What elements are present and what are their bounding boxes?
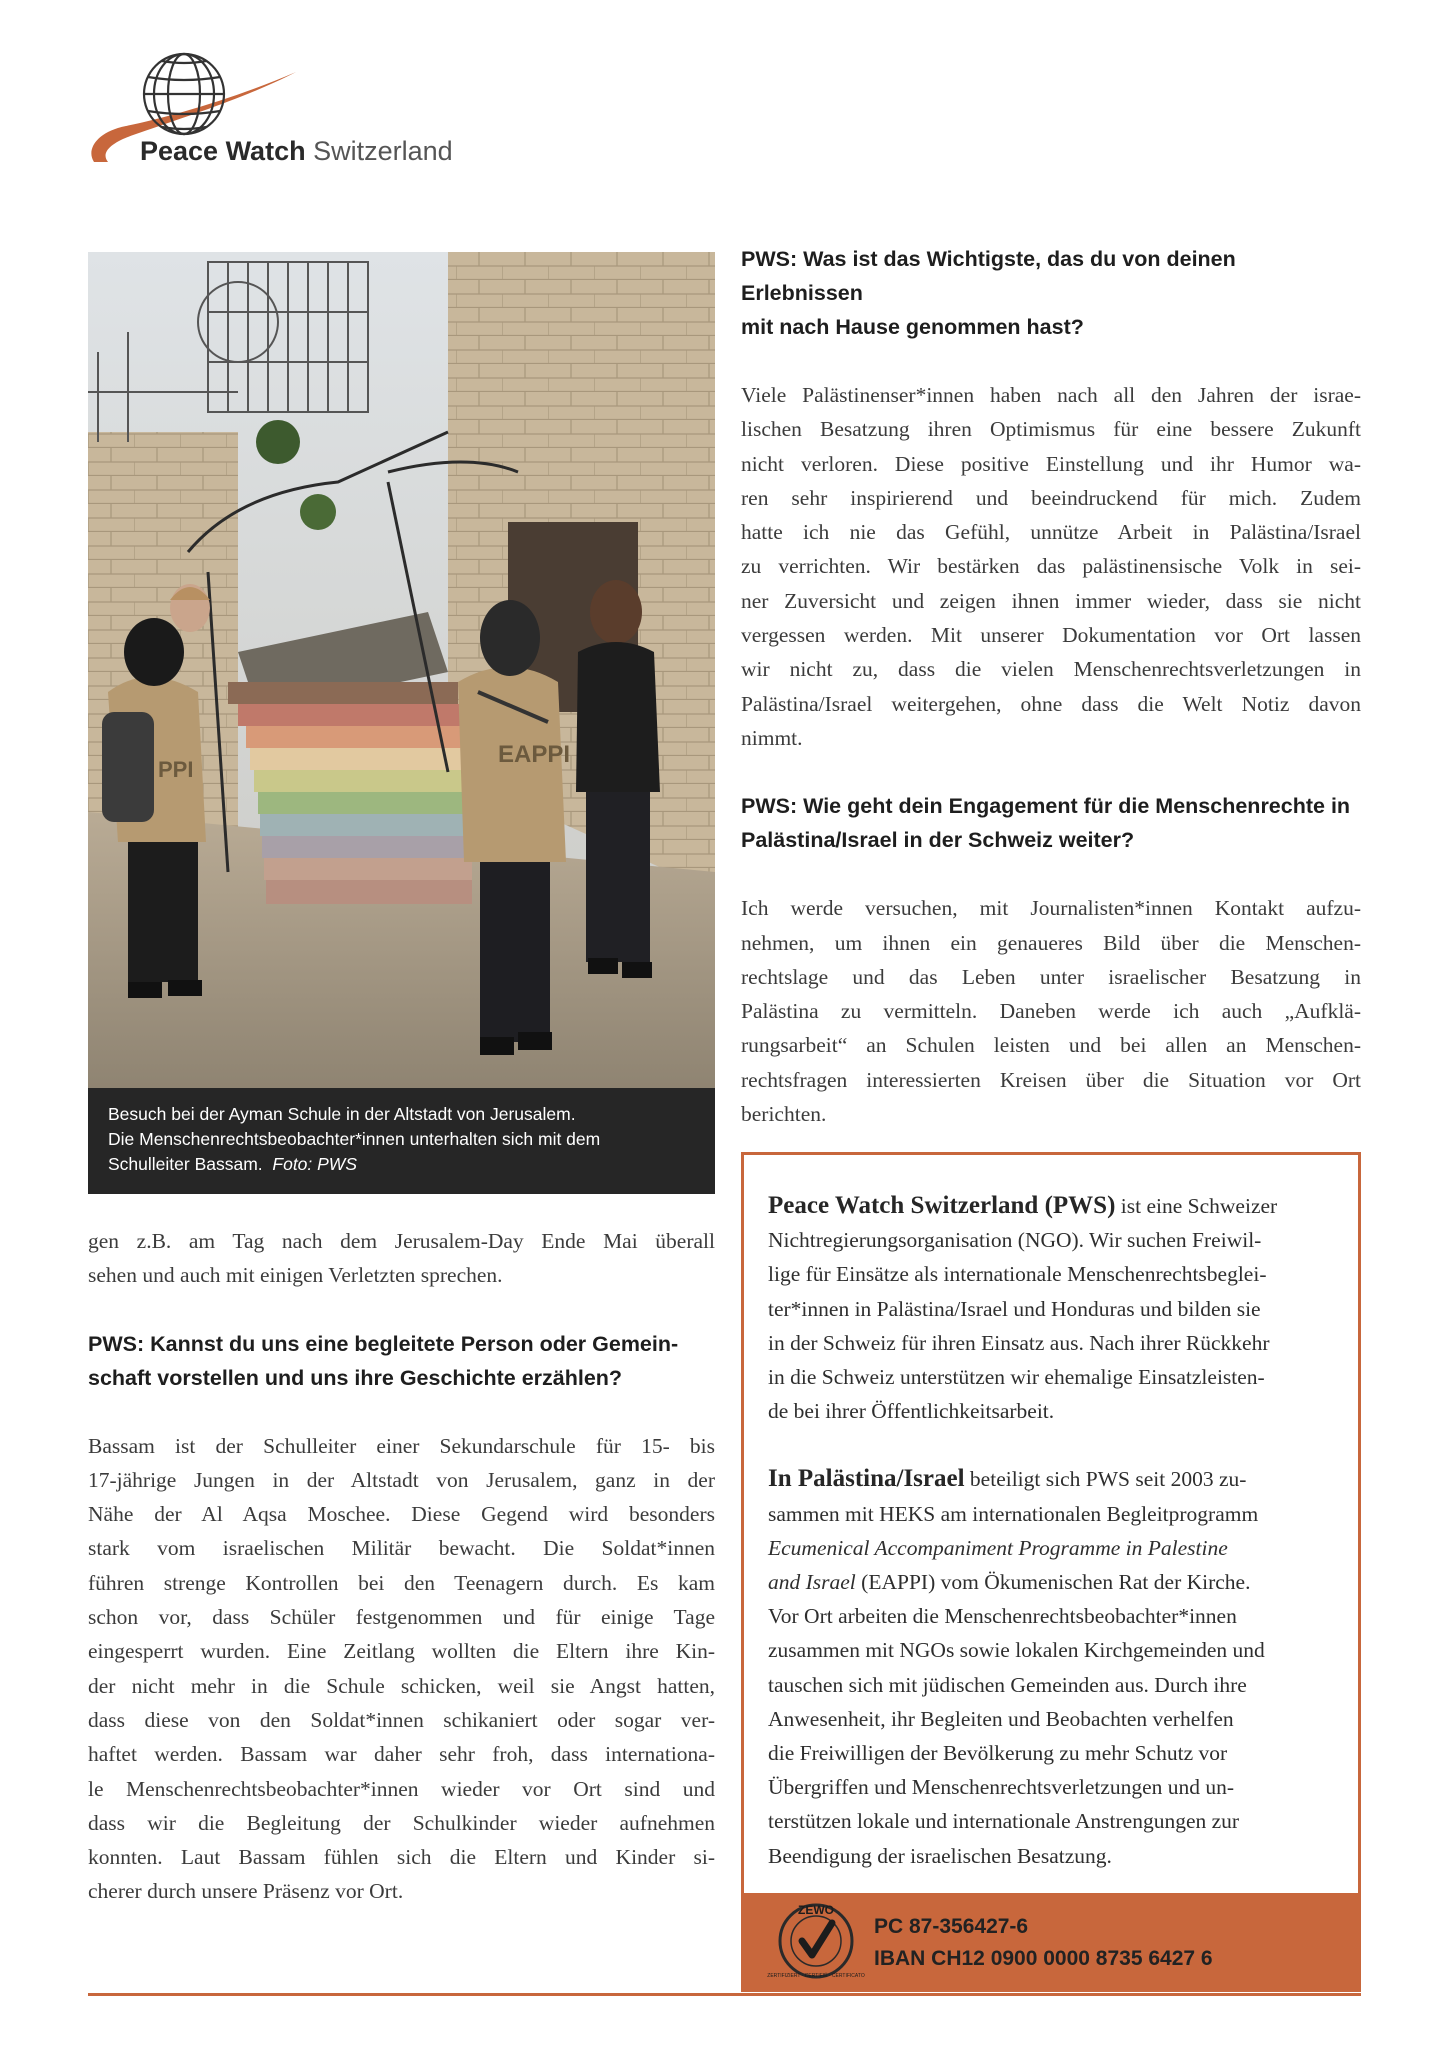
text-line: gen z.B. am Tag nach dem Jerusalem-Day Ende Mai überall — [88, 1229, 715, 1253]
text-line: schon vor, dass Schüler festgenommen und für einige Tage — [88, 1605, 715, 1630]
text-line: zu verrichten. Wir bestärken das palästinensische Volk in sei- — [741, 554, 1361, 579]
photo-caption — [88, 1088, 715, 1194]
text-line: vergessen werden. Mit unserer Dokumentation vor Ort lassen — [741, 623, 1361, 648]
text-line: Palästina zu vermitteln. Daneben werde ich auch „Aufklä- — [741, 999, 1361, 1024]
info-box-text — [768, 1189, 1334, 1873]
programme-name: Ecumenical Accompaniment Programme in Palestine — [768, 1535, 1228, 1560]
question-line: schaft vorstellen und uns ihre Geschichte erzählen? — [88, 1365, 623, 1390]
answer-2 — [741, 891, 1361, 1131]
text-line: rechtslage und das Leben unter israelischer Besatzung in — [741, 964, 1361, 989]
text-line: lischen Besatzung ihren Optimismus für eine bessere Zukunft — [741, 417, 1361, 442]
caption-line: Die Menschenrechtsbeobachter*innen unterhalten sich mit dem — [108, 1129, 601, 1149]
text-line: eingesperrt wurden. Eine Zeitlang wollten die Eltern ihre Kin- — [88, 1639, 715, 1664]
text-line: Nichtregierungsorganisation (NGO). Wir suchen Freiwil- — [768, 1228, 1262, 1253]
right-column — [741, 242, 1361, 1131]
info-paragraph-2 — [768, 1462, 1334, 1872]
text-line: ter*innen in Palästina/Israel und Honduras und bilden sie — [768, 1296, 1261, 1321]
text-line: Übergriffen und Menschenrechtsverletzungen und un- — [768, 1775, 1235, 1800]
text-line: ren sehr inspirierend und beeindruckend für mich. Zudem — [741, 485, 1361, 510]
text-line: de bei ihrer Öffentlichkeitsarbeit. — [768, 1399, 1055, 1424]
intro-paragraph — [88, 1224, 715, 1293]
donation-footer — [744, 1893, 1358, 1989]
text-line: führen strenge Kontrollen bei den Teenagern durch. Es kam — [88, 1570, 715, 1595]
question-line: Palästina/Israel in der Schweiz weiter? — [741, 828, 1135, 853]
text-line: nimmt. — [741, 725, 803, 750]
iban-number: IBAN CH12 0900 0000 8735 6427 6 — [874, 1947, 1213, 1970]
text-line: terstützen lokale und internationale Anstrengungen zur — [768, 1809, 1240, 1834]
svg-text:EAPPI: EAPPI — [498, 741, 571, 768]
answer-1 — [741, 378, 1361, 755]
caption-line — [108, 1152, 695, 1177]
question-line: PWS: Wie geht dein Engagement für die Menschenrechte in — [741, 794, 1351, 819]
text-line: Beendigung der israelischen Besatzung. — [768, 1843, 1112, 1868]
text-line: der nicht mehr in die Schule schicken, weil sie Angst hatten, — [88, 1673, 715, 1698]
left-column — [88, 1224, 715, 1909]
text-line: Viele Palästinenser*innen haben nach all den Jahren der israe- — [741, 383, 1361, 407]
region-heading: In Palästina/Israel — [768, 1465, 965, 1493]
text-fragment: (EAPPI) vom Ökumenischen Rat der Kirche. — [855, 1570, 1251, 1595]
text-line: hatte ich nie das Gefühl, unnütze Arbeit in Palästina/Israel — [741, 520, 1361, 545]
text-line: nicht verloren. Diese positive Einstellung und ihr Humor wa- — [741, 451, 1361, 476]
question-line: PWS: Kannst du uns eine begleitete Person oder Gemein- — [88, 1331, 679, 1356]
org-name: Peace Watch Switzerland (PWS) — [768, 1192, 1116, 1219]
question-3 — [88, 1327, 715, 1395]
svg-text:ZEWO: ZEWO — [798, 1903, 834, 1917]
logo-wordmark — [140, 136, 453, 167]
text-line: lige für Einsätze als internationale Menschenrechtsbeglei- — [768, 1262, 1267, 1287]
svg-text:ZERTIFIZIERT · CERTIFIÉ · CERT: ZERTIFIZIERT · CERTIFIÉ · CERTIFICATO — [767, 1973, 865, 1979]
question-line: PWS: Was ist das Wichtigste, das du von deinen Erlebnissen — [741, 247, 1236, 305]
text-line: stark vom israelischen Militär bewacht. Die Soldat*innen — [88, 1536, 715, 1561]
text-line: in die Schweiz unterstützen wir ehemalige Einsatzleisten- — [768, 1365, 1265, 1390]
text-line: sammen mit HEKS am internationalen Begleitprogramm — [768, 1501, 1259, 1526]
caption-text: Schulleiter Bassam. — [108, 1154, 263, 1174]
text-line: ner Zuversicht und zeigen ihnen immer wieder, dass sie nicht — [741, 588, 1361, 613]
logo-name: Peace Watch — [140, 136, 306, 166]
footer-divider — [88, 1993, 1361, 1996]
text-line: rechtsfragen interessierten Kreisen über die Situation vor Ort — [741, 1067, 1361, 1092]
zewo-seal-icon — [767, 1899, 865, 1983]
text-line: rungsarbeit“ an Schulen leisten und bei allen an Menschen- — [741, 1033, 1361, 1058]
svg-text:PPI: PPI — [158, 757, 194, 782]
text-line: Nähe der Al Aqsa Moschee. Diese Gegend wird besonders — [88, 1502, 715, 1527]
text-line: die Freiwilligen der Bevölkerung zu mehr Schutz vor — [768, 1741, 1228, 1766]
text-line: konnten. Laut Bassam fühlen sich die Eltern und Kinder si- — [88, 1845, 715, 1870]
info-paragraph-1 — [768, 1189, 1334, 1428]
text-line: dass diese von den Soldat*innen schikaniert oder sogar ver- — [88, 1707, 715, 1732]
question-line: mit nach Hause genommen hast? — [741, 315, 1084, 339]
text-line: nehmen, um ihnen ein genaueres Bild über die Menschen- — [741, 930, 1361, 955]
text-line: tauschen sich mit jüdischen Gemeinden aus. Durch ihre — [768, 1672, 1247, 1697]
answer-3 — [88, 1429, 715, 1909]
text-line: dass wir die Begleitung der Schulkinder wieder aufnehmen — [88, 1810, 715, 1835]
text-line: Ich werde versuchen, mit Journalisten*innen Kontakt aufzu- — [741, 896, 1361, 921]
pws-info-box — [741, 1152, 1361, 1992]
text-line: berichten. — [741, 1102, 827, 1127]
text-line: sehen und auch mit einigen Verletzten sprechen. — [88, 1263, 503, 1288]
caption-line: Besuch bei der Ayman Schule in der Altstadt von Jerusalem. — [108, 1104, 576, 1124]
text-fragment: ist eine Schweizer — [1115, 1194, 1278, 1218]
text-fragment: beteiligt sich PWS seit 2003 zu- — [964, 1467, 1247, 1492]
text-line: le Menschenrechtsbeobachter*innen wieder vor Ort sind und — [88, 1776, 715, 1801]
text-line: 17-jährige Jungen in der Altstadt von Jerusalem, ganz in der — [88, 1467, 715, 1492]
text-line: in der Schweiz für ihren Einsatz aus. Nach ihrer Rückkehr — [768, 1330, 1270, 1355]
programme-name-2: and Israel — [768, 1570, 856, 1595]
text-line: haftet werden. Bassam war daher sehr froh, dass internationa- — [88, 1742, 715, 1767]
text-line: Vor Ort arbeiten die Menschenrechtsbeobachter*innen — [768, 1604, 1237, 1629]
text-line: cherer durch unsere Präsenz vor Ort. — [88, 1879, 404, 1904]
postal-account: PC 87-356427-6 — [874, 1915, 1029, 1938]
photo-credit: Foto: PWS — [272, 1154, 357, 1174]
text-line: zusammen mit NGOs sowie lokalen Kirchgemeinden und — [768, 1638, 1265, 1663]
question-1 — [741, 242, 1361, 344]
question-2 — [741, 789, 1361, 857]
text-line: Anwesenheit, ihr Begleiten und Beobachten verhelfen — [768, 1706, 1234, 1731]
text-line: Palästina/Israel weitergehen, ohne dass die Welt Notiz davon — [741, 691, 1361, 716]
logo-sub: Switzerland — [313, 136, 453, 166]
school-visit-photo — [88, 252, 715, 1088]
text-line: wir nicht zu, dass die vielen Menschenrechtsverletzungen in — [741, 657, 1361, 682]
text-line: Bassam ist der Schulleiter einer Sekundarschule für 15- bis — [88, 1433, 715, 1458]
